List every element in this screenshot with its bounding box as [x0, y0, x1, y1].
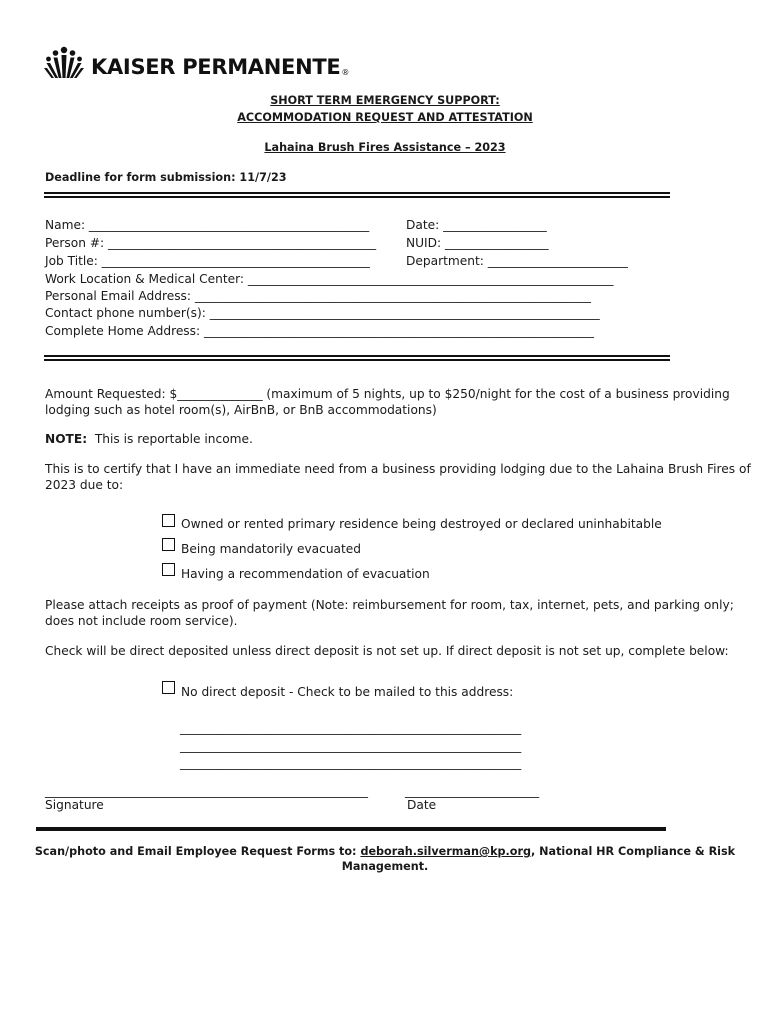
evacuation-recommendation-label: Having a recommendation of evacuation	[181, 567, 430, 581]
residence-destroyed-label: Owned or rented primary residence being destroyed or declared uninhabitable	[181, 517, 662, 531]
residence-destroyed-checkbox[interactable]	[162, 514, 175, 527]
amount-requested-field[interactable]: Amount Requested: $______________ (maximum of 5 nights, up to $250/night for the cost of a business providing	[45, 387, 730, 401]
direct-deposit-note: Check will be direct deposited unless direct deposit is not set up. If direct deposit is not set up, complete below:	[45, 644, 729, 658]
date-field[interactable]: Date: _________________	[406, 218, 547, 232]
receipts-line2: does not include room service).	[45, 614, 238, 628]
department-field[interactable]: Department: _______________________	[406, 254, 628, 268]
mandatory-evacuation-checkbox[interactable]	[162, 538, 175, 551]
registered-mark: ®	[341, 68, 350, 77]
footer-line2: Management.	[341, 860, 429, 873]
mailing-address-line[interactable]: ________________________________________________________	[180, 756, 522, 770]
divider-top-1	[44, 192, 670, 194]
footer-instructions	[0, 845, 770, 858]
certify-line1: This is to certify that I have an immediate need from a business providing lodging due to the Lahaina Brush Fires of	[45, 462, 751, 476]
signature-date-line[interactable]: ______________________	[405, 784, 540, 798]
personal-email-field[interactable]: Personal Email Address: _________________________________________________________________	[45, 289, 591, 303]
no-direct-deposit-label: No direct deposit - Check to be mailed to this address:	[181, 685, 514, 699]
signature-date-label: Date	[407, 798, 437, 812]
evacuation-recommendation-checkbox[interactable]	[162, 563, 175, 576]
mandatory-evacuation-label: Being mandatorily evacuated	[181, 542, 362, 556]
person-number-field[interactable]: Person #: ____________________________________________	[45, 236, 377, 250]
divider-mid-1	[44, 355, 670, 357]
amount-description: lodging such as hotel room(s), AirBnB, or BnB accommodations)	[45, 403, 437, 417]
job-title-field[interactable]: Job Title: ____________________________________________	[45, 254, 370, 268]
mailing-address-line[interactable]: ________________________________________________________	[180, 721, 522, 735]
contact-phone-field[interactable]: Contact phone number(s): ________________________________________________________________	[45, 306, 600, 320]
deadline: Deadline for form submission: 11/7/23	[45, 171, 287, 184]
divider-top-2	[44, 196, 670, 198]
form-title-line2: ACCOMMODATION REQUEST AND ATTESTATION	[237, 111, 533, 124]
name-field[interactable]: Name: ______________________________________________	[45, 218, 370, 232]
email-link[interactable]: deborah.silverman@kp.org	[360, 845, 532, 858]
footer-prefix: Scan/photo and Email Employee Request Forms to:	[34, 845, 361, 858]
form-subtitle: Lahaina Brush Fires Assistance – 2023	[264, 141, 506, 154]
certify-line2: 2023 due to:	[45, 478, 124, 492]
nuid-field[interactable]: NUID: _________________	[406, 236, 549, 250]
divider-mid-2	[44, 359, 670, 361]
note-label: NOTE:	[45, 432, 88, 446]
signature-label: Signature	[45, 798, 104, 812]
note-text: This is reportable income.	[94, 432, 253, 446]
no-direct-deposit-checkbox[interactable]	[162, 681, 175, 694]
kaiser-logo-icon	[44, 46, 84, 82]
home-address-field[interactable]: Complete Home Address: ________________________________________________________________	[45, 324, 594, 338]
signature-line[interactable]: _____________________________________________________	[45, 784, 368, 798]
mailing-address-line[interactable]: ________________________________________________________	[180, 739, 522, 753]
footer-suffix: , National HR Compliance & Risk	[531, 845, 736, 858]
form-title-line1: SHORT TERM EMERGENCY SUPPORT:	[270, 94, 500, 107]
divider-bottom	[36, 827, 666, 831]
receipts-line1: Please attach receipts as proof of payment (Note: reimbursement for room, tax, internet, pets, and parking only;	[45, 598, 734, 612]
logo-wordmark: KAISER PERMANENTE®	[91, 55, 350, 79]
work-location-field[interactable]: Work Location & Medical Center: ____________________________________________________________	[45, 272, 614, 286]
note	[45, 432, 253, 446]
